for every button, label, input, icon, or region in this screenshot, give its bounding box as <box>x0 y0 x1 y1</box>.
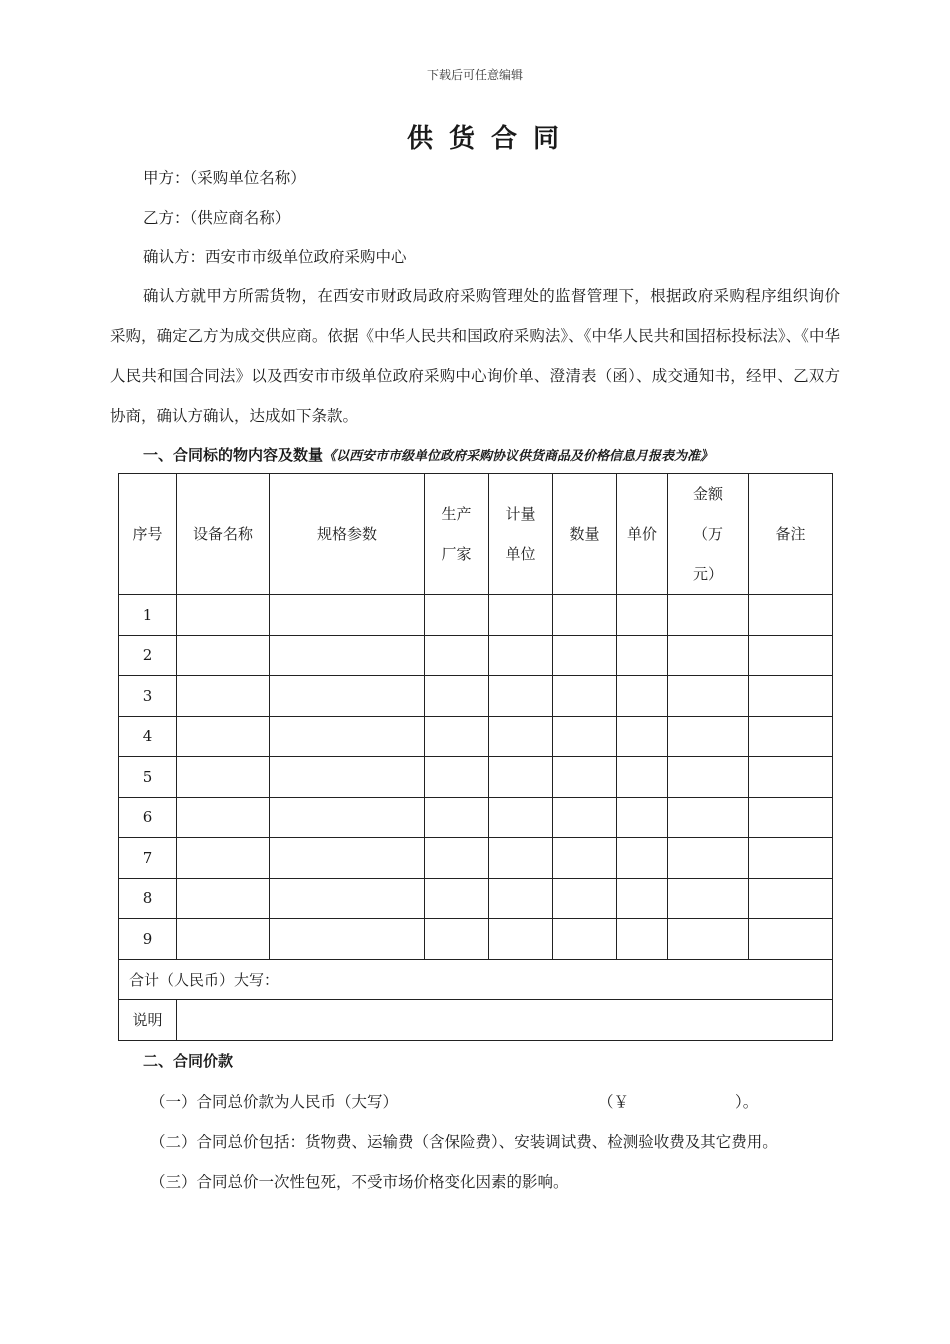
table-row <box>119 838 833 879</box>
intro-paragraph: 确认方就甲方所需货物，在西安市财政局政府采购管理处的监督管理下，根据政府采购程序组织询价采购，确定乙方为成交供应商。依据《中华人民共和国政府采购法》、《中华人民共和国招标投标法》、《中华人民共和国合同法》以及西安市市级单位政府采购中心询价单、澄清表（函）、成交通知书，经甲、乙双方协商，确认方确认，达成如下条款。 <box>110 287 840 425</box>
confirmer-line: 确认方：西安市市级单位政府采购中心 <box>143 248 407 266</box>
party-a-line: 甲方：（采购单位名称） <box>143 169 306 187</box>
table-row <box>119 797 833 838</box>
row-number: 4 <box>119 716 177 757</box>
header-cell: 规格参数 <box>270 474 425 595</box>
table-row <box>119 595 833 636</box>
row-number: 3 <box>119 676 177 717</box>
header-cell: 生产厂家 <box>425 474 489 595</box>
note-content[interactable] <box>177 1000 833 1041</box>
section2-heading: 二、合同价款 <box>143 1052 234 1070</box>
table-row <box>119 716 833 757</box>
clause-1 <box>150 1090 758 1112</box>
note-row <box>119 1000 833 1041</box>
header-cell: 数量 <box>553 474 617 595</box>
clause-3: （三）合同总价一次性包死，不受市场价格变化因素的影响。 <box>150 1173 569 1191</box>
header-cell: 设备名称 <box>177 474 270 595</box>
header-note: 下载后可任意编辑 <box>426 68 523 82</box>
table-row <box>119 676 833 717</box>
total-row <box>119 959 833 1000</box>
clause-1-prefix: （一）合同总价款为人民币（大写） <box>150 1093 399 1111</box>
total-label[interactable]: 合计（人民币）大写： <box>119 959 833 1000</box>
page-title: 供货合同 <box>406 124 575 154</box>
clause-1-suffix: ）。 <box>735 1093 759 1111</box>
header-cell: 计量单位 <box>489 474 553 595</box>
header-cell: 序号 <box>119 474 177 595</box>
table-row <box>119 878 833 919</box>
row-number: 5 <box>119 757 177 798</box>
header-cell: 金额（万元） <box>668 474 749 595</box>
row-number: 2 <box>119 635 177 676</box>
header-cell: 单价 <box>617 474 668 595</box>
row-number: 7 <box>119 838 177 879</box>
party-b-line: 乙方：（供应商名称） <box>143 209 291 227</box>
table-row <box>119 635 833 676</box>
row-number: 9 <box>119 919 177 960</box>
table-row <box>119 757 833 798</box>
table-header-row <box>119 474 833 595</box>
row-number: 8 <box>119 878 177 919</box>
section1-subtitle: 《以西安市市级单位政府采购协议供货商品及价格信息月报表为准》 <box>323 449 714 464</box>
section1-title: 一、合同标的物内容及数量 <box>143 446 324 464</box>
row-number: 6 <box>119 797 177 838</box>
section1-heading <box>143 444 713 465</box>
table-row <box>119 919 833 960</box>
clause-1-yen: （￥ <box>598 1093 630 1111</box>
note-label: 说明 <box>119 1000 177 1041</box>
row-number: 1 <box>119 595 177 636</box>
clause-2: （二）合同总价包括：货物费、运输费（含保险费）、安装调试费、检测验收费及其它费用。 <box>150 1133 778 1151</box>
goods-table <box>118 473 833 1041</box>
header-cell: 备注 <box>749 474 833 595</box>
